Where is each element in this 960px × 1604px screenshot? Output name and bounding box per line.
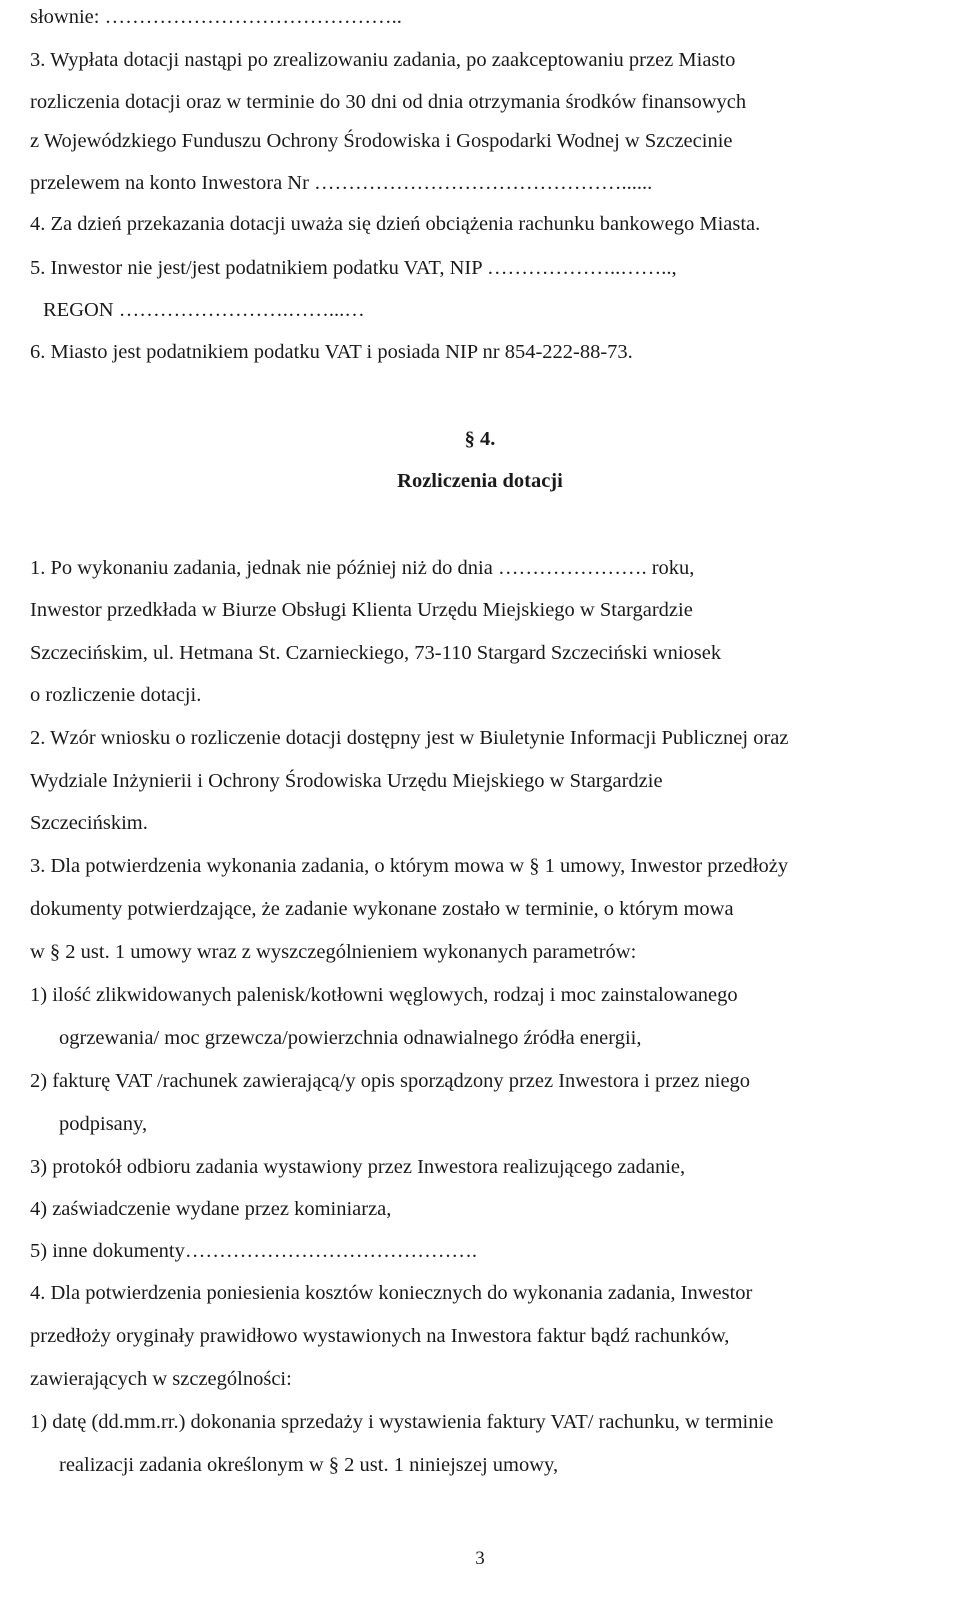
list-item-1-line-1: 1) ilość zlikwidowanych palenisk/kotłowni węglowych, rodzaj i moc zainstalowanego xyxy=(30,984,738,1006)
s4-paragraph-1-line-2: Inwestor przedkłada w Biurze Obsługi Klienta Urzędu Miejskiego w Stargardzie xyxy=(30,599,693,621)
s4-paragraph-4-line-3: zawierających w szczególności: xyxy=(30,1368,292,1390)
s4-paragraph-3-line-3: w § 2 ust. 1 umowy wraz z wyszczególnieniem wykonanych parametrów: xyxy=(30,941,637,963)
paragraph-3-line-4: przelewem na konto Inwestora Nr ………………………………………...... xyxy=(30,172,653,194)
page-number: 3 xyxy=(475,1548,485,1569)
paragraph-3-line-1: 3. Wypłata dotacji nastąpi po zrealizowaniu zadania, po zaakceptowaniu przez Miasto xyxy=(30,49,736,71)
paragraph-5-line-2: REGON …………………….……...… xyxy=(43,299,365,321)
paragraph-3-line-2: rozliczenia dotacji oraz w terminie do 30 dni od dnia otrzymania środków finansowych xyxy=(30,91,747,113)
paragraph-5-line-1: 5. Inwestor nie jest/jest podatnikiem podatku VAT, NIP ………………..…….., xyxy=(30,257,677,279)
s4-paragraph-3-line-2: dokumenty potwierdzające, że zadanie wykonane zostało w terminie, o którym mowa xyxy=(30,898,734,920)
paragraph-3-line-3: z Wojewódzkiego Funduszu Ochrony Środowiska i Gospodarki Wodnej w Szczecinie xyxy=(30,130,733,152)
section-title: Rozliczenia dotacji xyxy=(397,470,563,492)
list-item-3: 3) protokół odbioru zadania wystawiony przez Inwestora realizującego zadanie, xyxy=(30,1156,686,1178)
s4-paragraph-2-line-1: 2. Wzór wniosku o rozliczenie dotacji dostępny jest w Biuletynie Informacji Publicznej oraz xyxy=(30,727,789,749)
s4-paragraph-3-line-1: 3. Dla potwierdzenia wykonania zadania, o którym mowa w § 1 umowy, Inwestor przedłoży xyxy=(30,855,789,877)
list-item-5: 5) inne dokumenty……………………………………. xyxy=(30,1240,477,1262)
list-item-2-line-2: podpisany, xyxy=(59,1113,148,1135)
s4-paragraph-4-line-2: przedłoży oryginały prawidłowo wystawionych na Inwestora faktur bądź rachunków, xyxy=(30,1325,730,1347)
s4-paragraph-2-line-2: Wydziale Inżynierii i Ochrony Środowiska Urzędu Miejskiego w Stargardzie xyxy=(30,770,663,792)
sub-item-1-line-2: realizacji zadania określonym w § 2 ust. 1 niniejszej umowy, xyxy=(59,1454,559,1476)
amount-in-words-line: słownie: …………………………………….. xyxy=(30,6,402,28)
paragraph-6: 6. Miasto jest podatnikiem podatku VAT i posiada NIP nr 854-222-88-73. xyxy=(30,341,633,363)
list-item-2-line-1: 2) fakturę VAT /rachunek zawierającą/y opis sporządzony przez Inwestora i przez niego xyxy=(30,1070,751,1092)
s4-paragraph-2-line-3: Szczecińskim. xyxy=(30,812,148,834)
list-item-4: 4) zaświadczenie wydane przez kominiarza, xyxy=(30,1198,392,1220)
s4-paragraph-1-line-1: 1. Po wykonaniu zadania, jednak nie później niż do dnia …………………. roku, xyxy=(30,557,695,579)
list-item-1-line-2: ogrzewania/ moc grzewcza/powierzchnia odnawialnego źródła energii, xyxy=(59,1027,642,1049)
paragraph-4: 4. Za dzień przekazania dotacji uważa się dzień obciążenia rachunku bankowego Miasta. xyxy=(30,213,761,235)
s4-paragraph-1-line-3: Szczecińskim, ul. Hetmana St. Czarnieckiego, 73-110 Stargard Szczeciński wniosek xyxy=(30,642,722,664)
sub-item-1-line-1: 1) datę (dd.mm.rr.) dokonania sprzedaży i wystawienia faktury VAT/ rachunku, w terminie xyxy=(30,1411,774,1433)
s4-paragraph-1-line-4: o rozliczenie dotacji. xyxy=(30,684,202,706)
s4-paragraph-4-line-1: 4. Dla potwierdzenia poniesienia kosztów koniecznych do wykonania zadania, Inwestor xyxy=(30,1282,753,1304)
section-number: § 4. xyxy=(464,428,496,450)
